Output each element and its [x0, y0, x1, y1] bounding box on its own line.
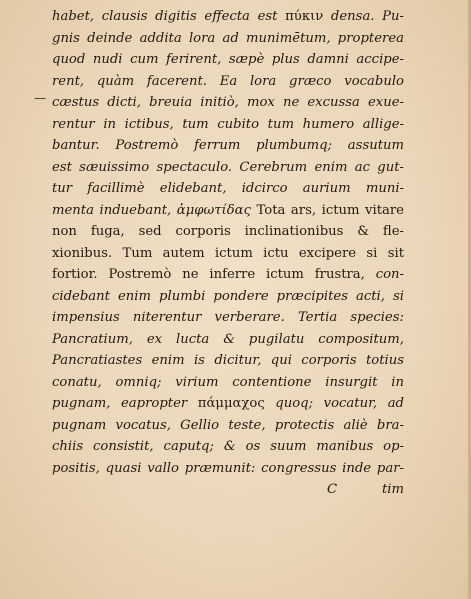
text-line [52, 28, 404, 50]
text-segment: impensius niterentur verberare. Tertia species: [52, 310, 404, 325]
text-segment: tur facillimè elidebant, idcirco aurium muni- [52, 181, 404, 196]
text-segment: quod nudi cum ferirent, sæpè plus damni accipe- [52, 52, 404, 67]
text-line [52, 286, 404, 308]
text-segment: bantur. Postremò ferrum plumbumq; assutum [52, 138, 404, 153]
text-line [52, 135, 404, 157]
text-segment: rentur in ictibus, tum cubito tum humero allige- [52, 116, 404, 132]
text-line [52, 200, 404, 222]
text-line [52, 92, 404, 114]
text-line [52, 350, 404, 372]
text-segment: quoq; vocatur, ad [264, 396, 405, 411]
text-segment: πύκιν [285, 9, 324, 24]
text-line [52, 221, 404, 243]
text-segment: est sæuissimo spectaculo. Cerebrum enim ac gut- [52, 159, 404, 175]
text-line [52, 372, 404, 394]
text-line [52, 71, 404, 93]
text-segment: cæstus dicti, breuia initiò, mox ne excussa exue- [52, 95, 404, 110]
text-segment: cidebant enim plumbi pondere præcipites acti, si [52, 288, 404, 304]
text-line [52, 157, 404, 179]
text-line [52, 49, 404, 71]
text-segment: densa. Pu- [323, 9, 404, 24]
text-segment: con- [375, 267, 404, 282]
text-segment: pugnam vocatus, Gellio teste, protectis aliè bra- [52, 417, 404, 433]
catch-line [52, 479, 404, 501]
text-line [52, 329, 404, 351]
text-segment: Pancratiastes enim is dicitur, qui corporis totius [52, 353, 404, 368]
text-line [52, 178, 404, 200]
text-block [52, 6, 404, 501]
text-segment: menta induebant, [52, 202, 177, 218]
text-segment: habet, clausis digitis effecta est [52, 9, 286, 24]
text-segment: rent, quàm facerent. Ea lora græco vocabulo [52, 73, 404, 89]
catchword: tim [381, 482, 404, 497]
text-line [52, 6, 404, 28]
text-line [52, 114, 404, 136]
text-segment: ἀμφωτίδας [176, 202, 251, 218]
text-segment: Pancratium, ex lucta & pugilatu compositum, [52, 331, 404, 347]
text-segment: chiis consistit, caputq; & os suum manibus op- [52, 439, 404, 454]
text-line [52, 307, 404, 329]
text-line [52, 415, 404, 437]
text-segment: non fuga, sed corporis inclinationibus & fle- [52, 224, 404, 239]
text-line [52, 458, 404, 480]
text-segment: xionibus. Tum autem ictum ictu excipere si sit [52, 245, 404, 261]
text-segment: πάμμαχος [197, 396, 265, 411]
text-line [52, 436, 404, 458]
text-line [52, 393, 404, 415]
margin-mark: — [34, 91, 46, 105]
text-line [52, 243, 404, 265]
text-segment: fortior. Postremò ne inferre ictum frustra, [52, 267, 376, 282]
text-segment: pugnam, eapropter [52, 396, 198, 411]
text-segment: Tota ars, ictum vitare [250, 202, 404, 218]
signature-mark: C [327, 482, 338, 497]
text-line [52, 264, 404, 286]
text-segment: gnis deinde addita lora ad munimētum, propterea [52, 30, 404, 46]
text-segment: positis, quasi vallo præmunit: congressus inde par- [52, 460, 404, 476]
text-segment: conatu, omniq; virium contentione insurgit in [52, 374, 404, 390]
